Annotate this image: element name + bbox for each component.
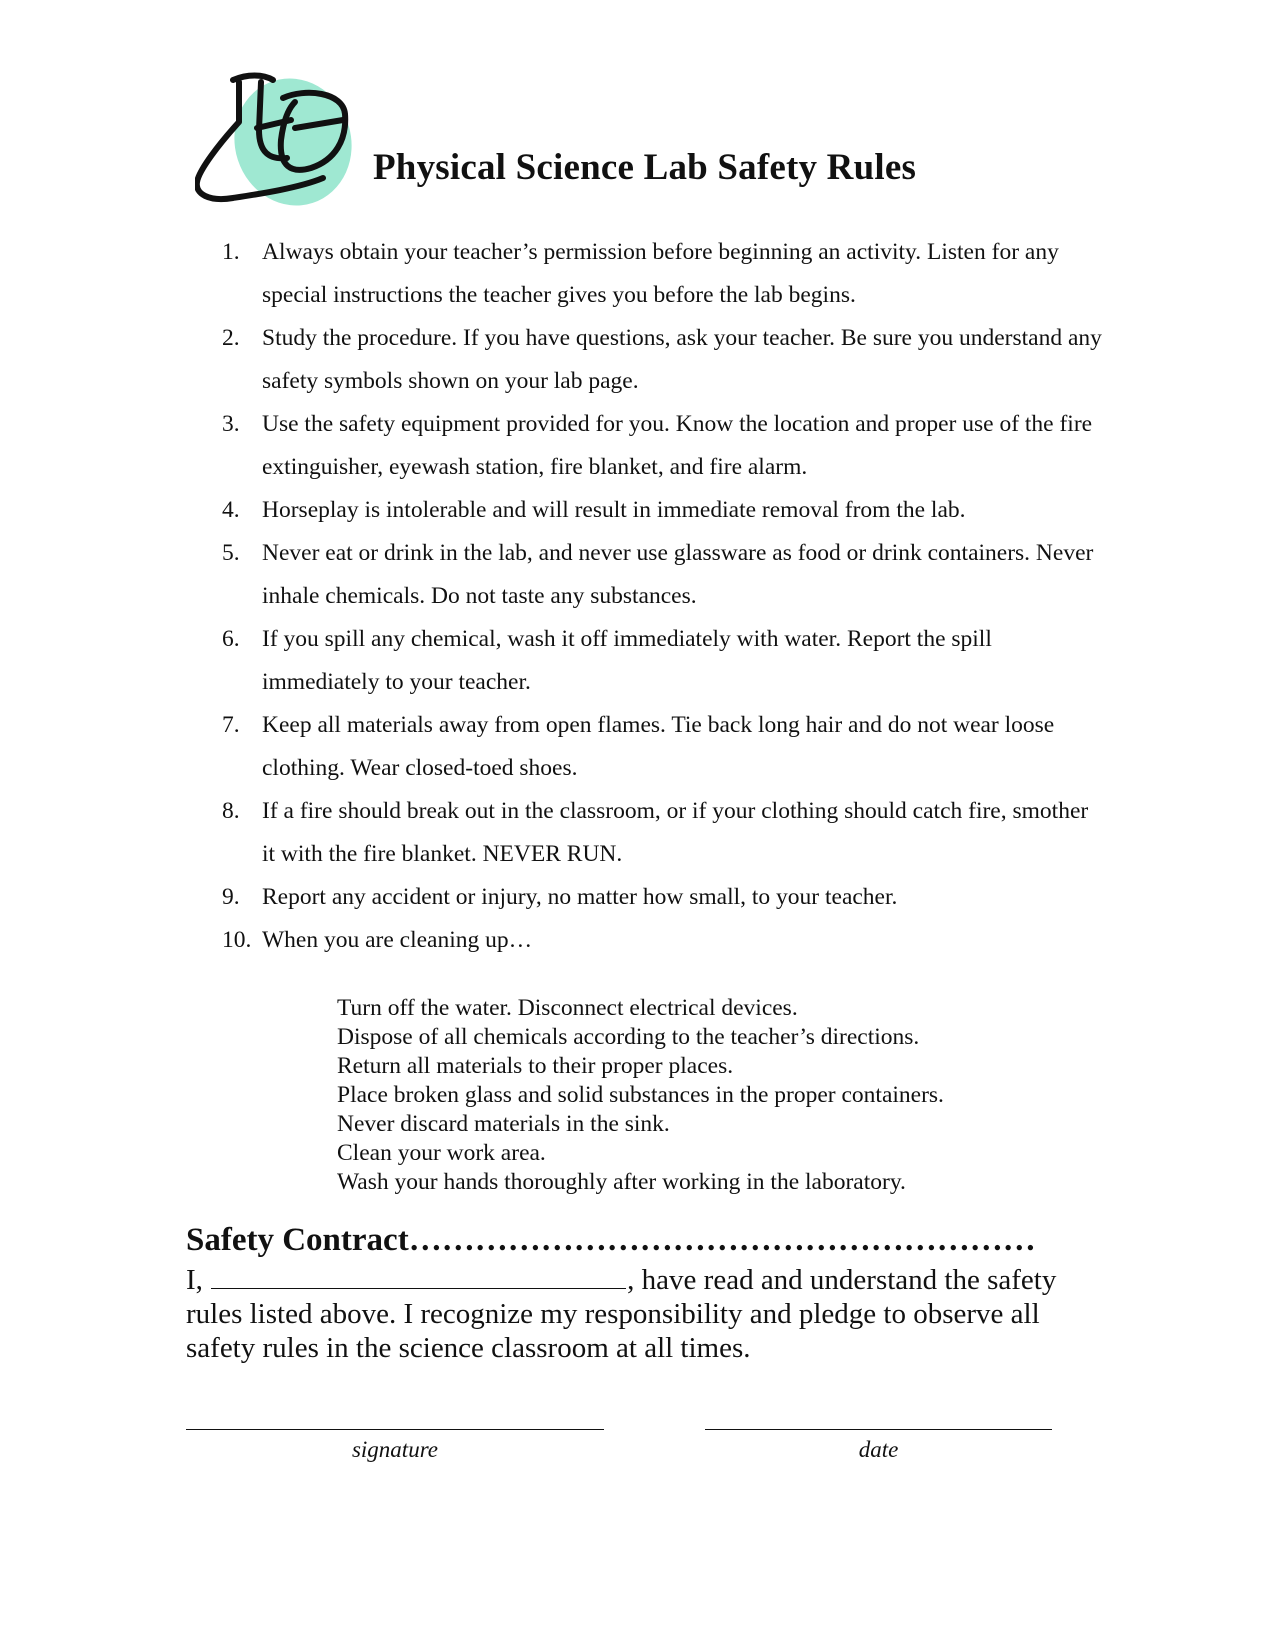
rule-item <box>222 317 1102 403</box>
rule-item <box>222 876 1102 919</box>
cleanup-step: Turn off the water. Disconnect electrical devices. <box>337 995 798 1021</box>
rule-number: 10. <box>222 927 252 953</box>
date-line[interactable] <box>705 1429 1052 1430</box>
cleanup-step: Return all materials to their proper places. <box>337 1053 734 1079</box>
rule-number: 3. <box>222 411 240 437</box>
rule-item <box>222 919 1102 962</box>
beaker-logo <box>195 70 355 215</box>
cleanup-step: Wash your hands thoroughly after working in the laboratory. <box>337 1169 906 1195</box>
rule-number: 9. <box>222 884 240 910</box>
rule-item <box>222 790 1102 876</box>
rule-number: 8. <box>222 798 240 824</box>
rule-number: 5. <box>222 540 240 566</box>
page-title: Physical Science Lab Safety Rules <box>373 147 917 188</box>
contract-heading-text: Safety Contract <box>186 1222 409 1258</box>
rule-text: Report any accident or injury, no matter how small, to your teacher. <box>262 884 898 910</box>
cleanup-steps-list <box>337 994 944 1197</box>
rule-text: Never eat or drink in the lab, and never use glassware as food or drink containers. Never inhale chemicals. Do not taste any substances. <box>262 540 1094 609</box>
signature-line[interactable] <box>186 1429 604 1430</box>
rule-number: 6. <box>222 626 240 652</box>
rule-text: If you spill any chemical, wash it off immediately with water. Report the spill immediately to your teacher. <box>262 626 992 695</box>
safety-contract-heading <box>186 1222 1036 1259</box>
cleanup-step: Place broken glass and solid substances in the proper containers. <box>337 1082 944 1108</box>
student-name-blank[interactable] <box>211 1262 626 1289</box>
rule-number: 4. <box>222 497 240 523</box>
contract-heading-leader-dots: ………………………………………………… <box>408 1222 1036 1258</box>
rule-text: Study the procedure. If you have questions, ask your teacher. Be sure you understand any safety symbols shown on your lab page. <box>262 325 1102 394</box>
contract-text-prefix: I, <box>186 1264 203 1296</box>
rule-text: Use the safety equipment provided for you. Know the location and proper use of the fire extinguisher, eyewash station, fire blanket, and fire alarm. <box>262 411 1093 480</box>
rule-number: 1. <box>222 239 240 265</box>
contract-pledge-text <box>186 1262 1086 1365</box>
rule-text: When you are cleaning up… <box>262 927 533 953</box>
rule-number: 7. <box>222 712 240 738</box>
rule-text: Keep all materials away from open flames. Tie back long hair and do not wear loose clothing. Wear closed-toed shoes. <box>262 712 1055 781</box>
rule-item <box>222 532 1102 618</box>
rule-item <box>222 231 1102 317</box>
rule-item <box>222 489 1102 532</box>
rule-text: If a fire should break out in the classroom, or if your clothing should catch fire, smother it with the fire blanket. NEVER RUN. <box>262 798 1089 867</box>
contract-text-suffix: , have read and understand the safety rules listed above. I recognize my responsibility and pledge to observe all safety rules in the science classroom at all times. <box>186 1264 1057 1364</box>
cleanup-step: Dispose of all chemicals according to the teacher’s directions. <box>337 1024 920 1050</box>
cleanup-step: Never discard materials in the sink. <box>337 1111 670 1137</box>
rule-item <box>222 618 1102 704</box>
date-label: date <box>858 1437 899 1462</box>
cleanup-step: Clean your work area. <box>337 1140 546 1166</box>
rule-text: Always obtain your teacher’s permission before beginning an activity. Listen for any special instructions the teacher gives you before the lab begins. <box>262 239 1059 308</box>
rule-item <box>222 403 1102 489</box>
rules-list <box>222 231 1102 962</box>
rule-item <box>222 704 1102 790</box>
rule-text: Horseplay is intolerable and will result in immediate removal from the lab. <box>262 497 966 523</box>
rule-number: 2. <box>222 325 240 351</box>
signature-label: signature <box>351 1437 439 1462</box>
